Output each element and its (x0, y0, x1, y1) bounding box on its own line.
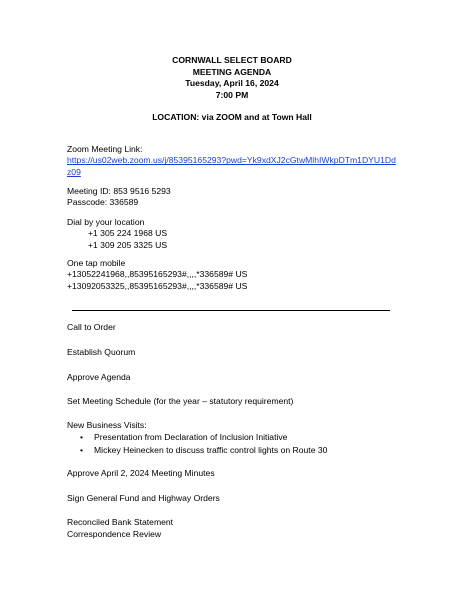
section-divider (72, 310, 390, 311)
agenda-item-orders: Sign General Fund and Highway Orders (67, 493, 220, 503)
meeting-credentials (67, 186, 397, 209)
agenda-item-correspondence: Correspondence Review (67, 529, 162, 539)
new-business-list (67, 431, 397, 456)
meeting-id: Meeting ID: 853 9516 5293 (67, 186, 171, 196)
document-title: MEETING AGENDA (192, 66, 272, 77)
list-item (67, 444, 397, 457)
agenda-header (0, 55, 464, 101)
board-name: CORNWALL SELECT BOARD (172, 55, 292, 65)
one-tap-number: +13052241968,,85395165293#,,,,*336589# US (67, 269, 248, 280)
meeting-date: Tuesday, April 16, 2024 (185, 78, 279, 88)
dial-label: Dial by your location (67, 217, 145, 227)
agenda-item-meeting-schedule: Set Meeting Schedule (for the year – statutory requirement) (67, 396, 294, 406)
new-business-label: New Business Visits: (67, 420, 147, 430)
passcode: Passcode: 336589 (67, 197, 139, 208)
meeting-location: LOCATION: via ZOOM and at Town Hall (152, 112, 312, 122)
list-item-text: Mickey Heinecken to discuss traffic control lights on Route 30 (94, 444, 328, 455)
agenda-item-call-to-order: Call to Order (67, 322, 116, 332)
agenda-item-new-business (67, 420, 397, 456)
agenda-item-quorum: Establish Quorum (67, 347, 136, 357)
bullet-icon: • (80, 444, 84, 455)
one-tap-block (67, 258, 397, 292)
one-tap-number: +13092053325,,85395165293#,,,,*336589# US (67, 280, 248, 291)
zoom-meeting-link[interactable]: https://us02web.zoom.us/j/85395165293?pwd=Yk9xdXJ2cGtwMlhIWkpDTm1DYU1Ddz09 (67, 155, 396, 177)
zoom-link-block (67, 144, 397, 178)
one-tap-label: One tap mobile (67, 258, 126, 268)
agenda-item-approve-agenda: Approve Agenda (67, 372, 131, 382)
dial-number: +1 305 224 1968 US (88, 228, 168, 239)
dial-in-block (67, 217, 397, 251)
bullet-icon: • (80, 432, 84, 443)
agenda-item-minutes: Approve April 2, 2024 Meeting Minutes (67, 468, 215, 478)
list-item (67, 431, 397, 444)
agenda-item-bank-statement: Reconciled Bank Statement (67, 517, 174, 527)
zoom-link-label: Zoom Meeting Link: (67, 144, 143, 154)
dial-number: +1 309 205 3325 US (88, 239, 168, 250)
meeting-time: 7:00 PM (215, 89, 249, 100)
list-item-text: Presentation from Declaration of Inclusion Initiative (94, 432, 288, 443)
